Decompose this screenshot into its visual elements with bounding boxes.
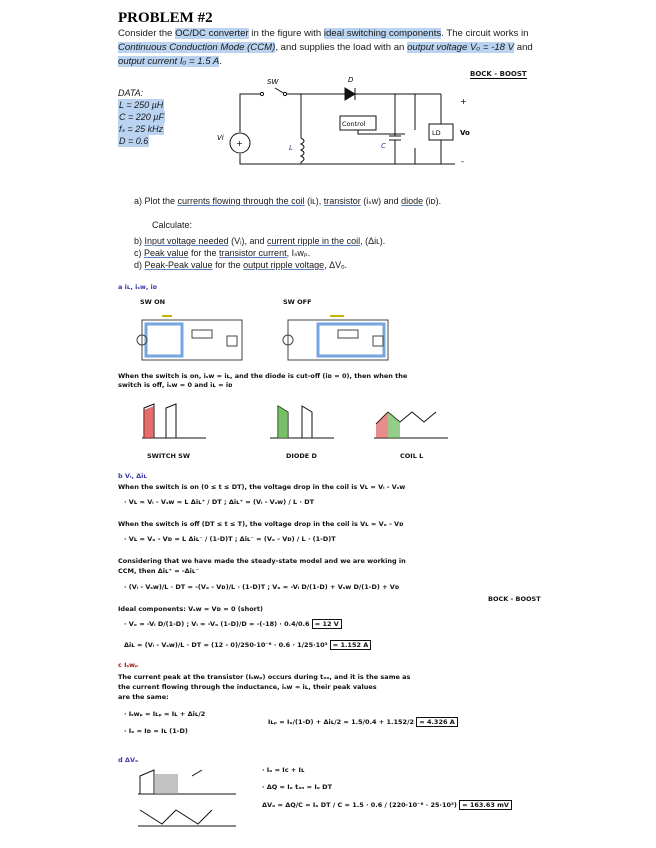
data-block xyxy=(118,87,165,147)
vo-label: Vo xyxy=(460,129,470,137)
note-c-4: · Iₛᴡₚ = Iʟₚ = Iʟ + Δiʟ/2 xyxy=(124,710,206,718)
c-label: C xyxy=(381,142,386,150)
waveform-diode xyxy=(268,402,338,442)
note-d-heading: d ΔVₒ xyxy=(118,756,139,764)
note-d-2: · ΔQ = Iₒ tₒₙ = Iₒ DT xyxy=(262,783,333,791)
question-list xyxy=(134,235,385,271)
highlight-dcdc: OC/DC converter xyxy=(175,28,249,39)
control-label: Control xyxy=(342,120,366,128)
label-coil-l: COIL L xyxy=(400,452,424,460)
answer-vi: = 12 V xyxy=(312,619,342,629)
label-diode-d: DIODE D xyxy=(286,452,317,460)
question-d: d) Peak-Peak value for the output ripple voltage, ΔVₒ. xyxy=(134,260,348,270)
note-b-5: Considering that we have made the steady-state model and we are working in xyxy=(118,557,406,565)
highlight-vo: output voltage Vₒ = -18 V xyxy=(407,42,515,53)
buck-boost-label: BOCK - BOOST xyxy=(470,70,527,78)
vo-plus: + xyxy=(460,97,467,106)
sketch-circuit-on xyxy=(132,310,260,368)
waveform-switch xyxy=(140,402,210,442)
note-b-heading: b Vᵢ, Δiʟ xyxy=(118,472,147,480)
question-b: b) Input voltage needed (Vᵢ), and current ripple in the coil, (Δiʟ). xyxy=(134,236,386,246)
note-b-1: When the switch is on (0 ≤ t ≤ DT), the voltage drop in the coil is Vʟ = Vᵢ - Vₛᴡ xyxy=(118,483,406,491)
note-b-3: When the switch is off (DT ≤ t ≤ T), the voltage drop in the coil is Vʟ = Vₒ - Vᴅ xyxy=(118,520,404,528)
problem-statement: Consider the OC/DC converter in the figure with ideal switching components. The circuit works in Continuous Conduction Mode (CCM), and supplies the load with an output voltage Vₒ = -18 V and output current Iₒ = 1.5 A. xyxy=(118,28,533,67)
sw-label: SW xyxy=(267,78,279,86)
note-d-1: · Iₒ = Iᴄ + Iʟ xyxy=(262,766,305,774)
buck-boost-circuit xyxy=(215,72,485,184)
note-obs-1: When the switch is on, iₛᴡ = iʟ, and the diode is cut-off (iᴅ = 0), then when the xyxy=(118,372,408,380)
inductor-coil xyxy=(301,138,304,162)
data-item-fs: fₛ = 25 kHz xyxy=(119,124,164,134)
diode-symbol xyxy=(345,88,355,100)
calculate-label: Calculate: xyxy=(152,220,193,230)
note-sw-off: SW OFF xyxy=(283,298,312,306)
l-label: L xyxy=(289,144,293,152)
sketch-circuit-off xyxy=(278,310,406,368)
question-c: c) Peak value for the transistor current, Iₛᴡₚ. xyxy=(134,248,311,258)
data-item-c: C = 220 µF xyxy=(119,112,164,122)
note-b-6: CCM, then Δiʟ⁺ = -Δiʟ⁻ xyxy=(118,567,199,575)
label-switch-sw: SWITCH SW xyxy=(147,452,191,460)
note-b-8: Ideal components: Vₛᴡ = Vᴅ = 0 (short) xyxy=(118,605,263,613)
waveform-coil xyxy=(372,402,452,442)
vi-plus: + xyxy=(236,139,243,148)
data-item-l: L = 250 µH xyxy=(119,100,164,110)
vo-minus: - xyxy=(461,157,464,166)
sketch-ripple xyxy=(132,766,242,836)
note-sw-on: SW ON xyxy=(140,298,166,306)
note-b-2: · Vʟ = Vᵢ - Vₛᴡ = L Δiʟ⁺ / DT ; Δiʟ⁺ = (Vᵢ - Vₛᴡ) / L · DT xyxy=(124,498,315,506)
data-header: DATA: xyxy=(118,88,144,98)
problem-title: PROBLEM #2 xyxy=(118,10,213,26)
highlight-ideal: ideal switching components xyxy=(323,28,442,39)
note-c-3: are the same: xyxy=(118,693,169,701)
capacitor-symbol xyxy=(389,136,401,140)
data-item-d: D = 0.6 xyxy=(119,136,149,146)
load-label: LD xyxy=(432,129,441,137)
answer-delta-il: = 1.152 A xyxy=(330,640,372,650)
note-b-4: · Vʟ = Vₒ - Vᴅ = L Δiʟ⁻ / (1-D)T ; Δiʟ⁻ = (Vₒ - Vᴅ) / L · (1-D)T xyxy=(124,535,336,543)
note-obs-2: switch is off, iₛᴡ = 0 and iʟ = iᴅ xyxy=(118,381,233,389)
question-a: a) Plot the currents flowing through the coil (iʟ), transistor (iₛᴡ) and diode (iᴅ). xyxy=(134,196,442,206)
note-c-6: Iʟₚ = Iₒ/(1-D) + Δiʟ/2 = 1.5/0.4 + 1.152/2 = 4.326 A xyxy=(268,718,458,726)
note-b-10: Δiʟ = (Vᵢ - Vₛᴡ)/L · DT = (12 - 0)/250·10⁻⁶ · 0.6 · 1/25·10³ = 1.152 A xyxy=(124,641,371,649)
note-b-7-tag: BOCK - BOOST xyxy=(488,595,541,603)
note-c-5: · Iₒ = Iᴅ = Iʟ (1-D) xyxy=(124,727,188,735)
highlight-ccm: Continuous Conduction Mode (CCM) xyxy=(118,42,276,53)
note-d-3: ΔVₒ = ΔQ/C = Iₒ DT / C = 1.5 · 0.6 / (220·10⁻⁶ · 25·10³) = 163.63 mV xyxy=(262,801,512,809)
answer-isw-peak: = 4.326 A xyxy=(416,717,458,727)
note-a-heading: a iʟ, iₛᴡ, iᴅ xyxy=(118,283,158,291)
note-b-7: · (Vᵢ - Vₛᴡ)/L · DT = -(Vₒ - Vᴅ)/L · (1-D)T ; Vₒ = -Vᵢ D/(1-D) + Vₛᴡ D/(1-D) + Vᴅ xyxy=(124,583,400,591)
note-c-2: the current flowing through the inductance, iₛᴡ = iʟ, their peak values xyxy=(118,683,377,691)
answer-delta-vo: = 163.63 mV xyxy=(459,800,512,810)
note-c-heading: c Iₛᴡₚ xyxy=(118,661,139,669)
highlight-io: output current Iₒ = 1.5 A xyxy=(118,56,220,67)
note-c-1: The current peak at the transistor (Iₛᴡₚ) occurs during tₒₙ, and it is the same as xyxy=(118,673,411,681)
note-b-9: · Vₒ = -Vᵢ D/(1-D) ; Vᵢ = -Vₒ (1-D)/D = -(-18) · 0.4/0.6 = 12 V xyxy=(124,620,342,628)
vi-label: Vi xyxy=(217,134,224,142)
diode-label: D xyxy=(348,76,354,84)
